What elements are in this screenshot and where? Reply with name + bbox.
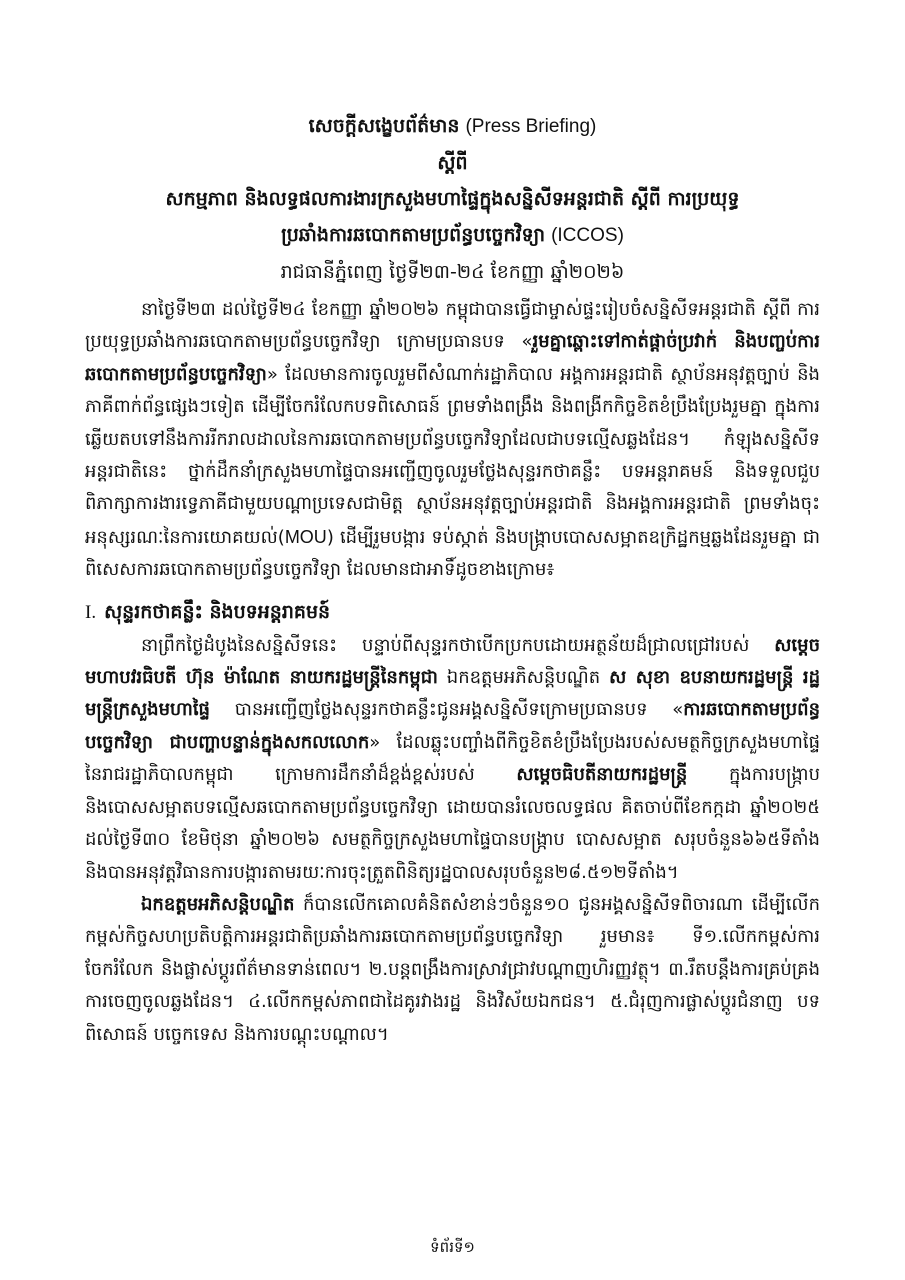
title-khmer: សេចក្ដីសង្ខេបព័ត៌មាន	[308, 115, 460, 137]
intro-text-3: ) ដើម្បីរួមបង្ការ ទប់ស្កាត់ និងបង្ក្រាបបោសសម្អាតឧក្រិដ្ឋកម្មឆ្លងដែនរួមគ្នា ជាពិសេសការឆបោកតាមប្រព័ន្ធបច្ចេកវិទ្យា ដែលមានជាអាទិ៍ដូចខាងក្រោម៖	[85, 526, 820, 581]
s1p2-lead: ឯកឧត្តមអភិសន្តិបណ្ឌិត	[141, 893, 295, 915]
subject-line-2	[85, 217, 820, 254]
s1p1-text-2: ឯកឧត្តមអភិសន្តិបណ្ឌិត	[437, 667, 610, 689]
s1p1-text-3: បានអញ្ជើញថ្លែងសុន្ទរកថាគន្លឹះជូនអង្គសន្និសីទក្រោមប្រធានបទ «	[209, 699, 684, 721]
document-body	[85, 294, 820, 1051]
s1p2-text: ក៏បានលើកគោលគំនិតសំខាន់ៗចំនួន១០ ជូនអង្គសន្និសីទពិចារណា ដើម្បីលើកកម្ពស់កិច្ចសហប្រតិបត្តិការអន្តរជាតិប្រឆាំងការឆបោកតាមប្រព័ន្ធបច្ចេកវិទ្យា រួមមាន៖ ទី១.លើកកម្ពស់ការចែករំលែក និងផ្លាស់ប្ដូរព័ត៌មានទាន់ពេល។ ២.បន្តពង្រឹងការស្រាវជ្រាវបណ្ដាញហិរញ្ញវត្ថុ។ ៣.រឹតបន្តឹងការគ្រប់គ្រងការចេញចូលឆ្លងដែន។ ៤.លើកកម្ពស់ភាពជាដៃគូរវាងរដ្ឋ និងវិស័យឯកជន។ ៥.ជំរុញការផ្លាស់ប្ដូរជំនាញ បទពិសោធន៍ បច្ចេកទេស និងការបណ្ដុះបណ្ដាល។	[85, 893, 820, 1045]
minister-name: ស សុខា ឧបនាយករដ្ឋមន្ត្រី រដ្ឋមន្ត្រីក្រសួងមហាផ្ទៃ	[85, 667, 820, 721]
s1p1-text-1: នាព្រឹកថ្ងៃដំបូងនៃសន្និសីទនេះ បន្ទាប់ពីសុន្ទរកថាបើកប្រកបដោយអត្ថន័យដ៏ជ្រាលជ្រៅរបស់	[141, 634, 775, 656]
document-title	[85, 108, 820, 145]
document-header	[85, 108, 820, 290]
subject-abbreviation: (ICCOS)	[551, 225, 624, 246]
intro-paragraph	[85, 294, 820, 587]
page-number: ទំព័រទី១	[430, 1238, 475, 1256]
section-1-title: សុន្ទរកថាគន្លឹះ និងបទអន្តរាគមន៍	[104, 600, 331, 623]
mou-abbreviation: MOU	[284, 526, 327, 547]
section-1-heading	[85, 595, 820, 630]
subject-line-2-khmer: ប្រឆាំងការឆបោកតាមប្រព័ន្ធបច្ចេកវិទ្យា	[281, 224, 546, 246]
prime-minister-name: សម្ដេចមហាបវរធិបតី ហ៊ុន ម៉ាណែត នាយករដ្ឋមន្ត្រីនៃកម្ពុជា	[85, 634, 820, 689]
intro-text-1: នាថ្ងៃទី២៣ ដល់ថ្ងៃទី២៤ ខែកញ្ញា ឆ្នាំ២០២៦ កម្ពុជាបានធ្វើជាម្ចាស់ផ្ទះរៀបចំសន្និសីទអន្តរជាតិ ស្ដីពី ការប្រយុទ្ធប្រឆាំងការឆបោកតាមប្រព័ន្ធបច្ចេកវិទ្យា ក្រោមប្រធានបទ «	[85, 299, 820, 353]
conference-theme: រួមគ្នាឆ្ពោះទៅកាត់ផ្ដាច់ប្រវាក់ និងបញ្ចប់ការឆបោកតាមប្រព័ន្ធបច្ចេកវិទ្យា	[85, 331, 820, 385]
section-1-paragraph-2	[85, 889, 820, 1051]
subject-label: ស្ដីពី	[437, 152, 468, 174]
place-date: រាជធានីភ្នំពេញ ថ្ងៃទី២៣-២៤ ខែកញ្ញា ឆ្នាំ២០២៦	[280, 261, 625, 283]
title-english: (Press Briefing)	[465, 116, 597, 137]
s1p1-text-4: » ដែលឆ្លុះបញ្ចាំងពីកិច្ចខិតខំប្រឹងប្រែងរបស់សមត្ថកិច្ចក្រសួងមហាផ្ទៃ នៃរាជរដ្ឋាភិបាលកម្ពុជា ក្រោមការដឹកនាំដ៏ខ្ពង់ខ្ពស់របស់	[85, 731, 820, 786]
leader-title: សម្ដេចធិបតីនាយករដ្ឋមន្ត្រី	[516, 764, 688, 786]
section-1-number: I.	[85, 601, 97, 623]
intro-text-2: » ដែលមានការចូលរួមពីសំណាក់រដ្ឋាភិបាល អង្គការអន្តរជាតិ ស្ថាប័នអនុវត្តច្បាប់ និងភាគីពាក់ព័ន្ធផ្សេងៗទៀត ដើម្បីចែករំលែកបទពិសោធន៍ ព្រមទាំងពង្រឹង និងពង្រីកកិច្ចខិតខំប្រឹងប្រែងរួមគ្នា ក្នុងការឆ្លើយតបទៅនឹងការរីករាលដាលនៃការឆបោកតាមប្រព័ន្ធបច្ចេកវិទ្យាដែលជាបទល្មើសឆ្លងដែន។ កំឡុងសន្និសីទអន្តរជាតិនេះ ថ្នាក់ដឹកនាំក្រសួងមហាផ្ទៃបានអញ្ជើញចូលរួមថ្លែងសុន្ទរកថាគន្លឹះ បទអន្តរាគមន៍ និងទទួលជួបពិភាក្សាការងារទ្វេភាគីជាមួយបណ្ដាប្រទេសជាមិត្ត ស្ថាប័នអនុវត្តច្បាប់អន្តរជាតិ និងអង្គការអន្តរជាតិ ព្រមទាំងចុះអនុស្សរណៈនៃការយោគយល់(	[85, 363, 820, 548]
subject-line-1: សកម្មភាព និងលទ្ធផលការងារក្រសួងមហាផ្ទៃក្នុងសន្និសីទអន្តរជាតិ ស្ដីពី ការប្រយុទ្ធ	[165, 188, 740, 210]
s1p1-text-5: ក្នុងការបង្ក្រាប និងបោសសម្អាតបទល្មើសឆបោកតាមប្រព័ន្ធបច្ចេកវិទ្យា ដោយបានរំលេចលទ្ធផល គិតចាប់ពីខែកក្កដា ឆ្នាំ២០២៥ ដល់ថ្ងៃទី៣០ ខែមិថុនា ឆ្នាំ២០២៦ សមត្ថកិច្ចក្រសួងមហាផ្ទៃបានបង្ក្រាប បោសសម្អាត សរុបចំនួន៦៦៥ទីតាំង និងបានអនុវត្តវិធានការបង្ការតាមរយៈការចុះត្រួតពិនិត្យរដ្ឋបាលសរុបចំនួន២៨.៥១២ទីតាំង។	[85, 764, 821, 883]
section-1-paragraph-1	[85, 630, 820, 889]
keynote-topic: ការឆបោកតាមប្រព័ន្ធបច្ចេកវិទ្យា ជាបញ្ហាបន្ទាន់ក្នុងសកលលោក	[85, 699, 820, 753]
